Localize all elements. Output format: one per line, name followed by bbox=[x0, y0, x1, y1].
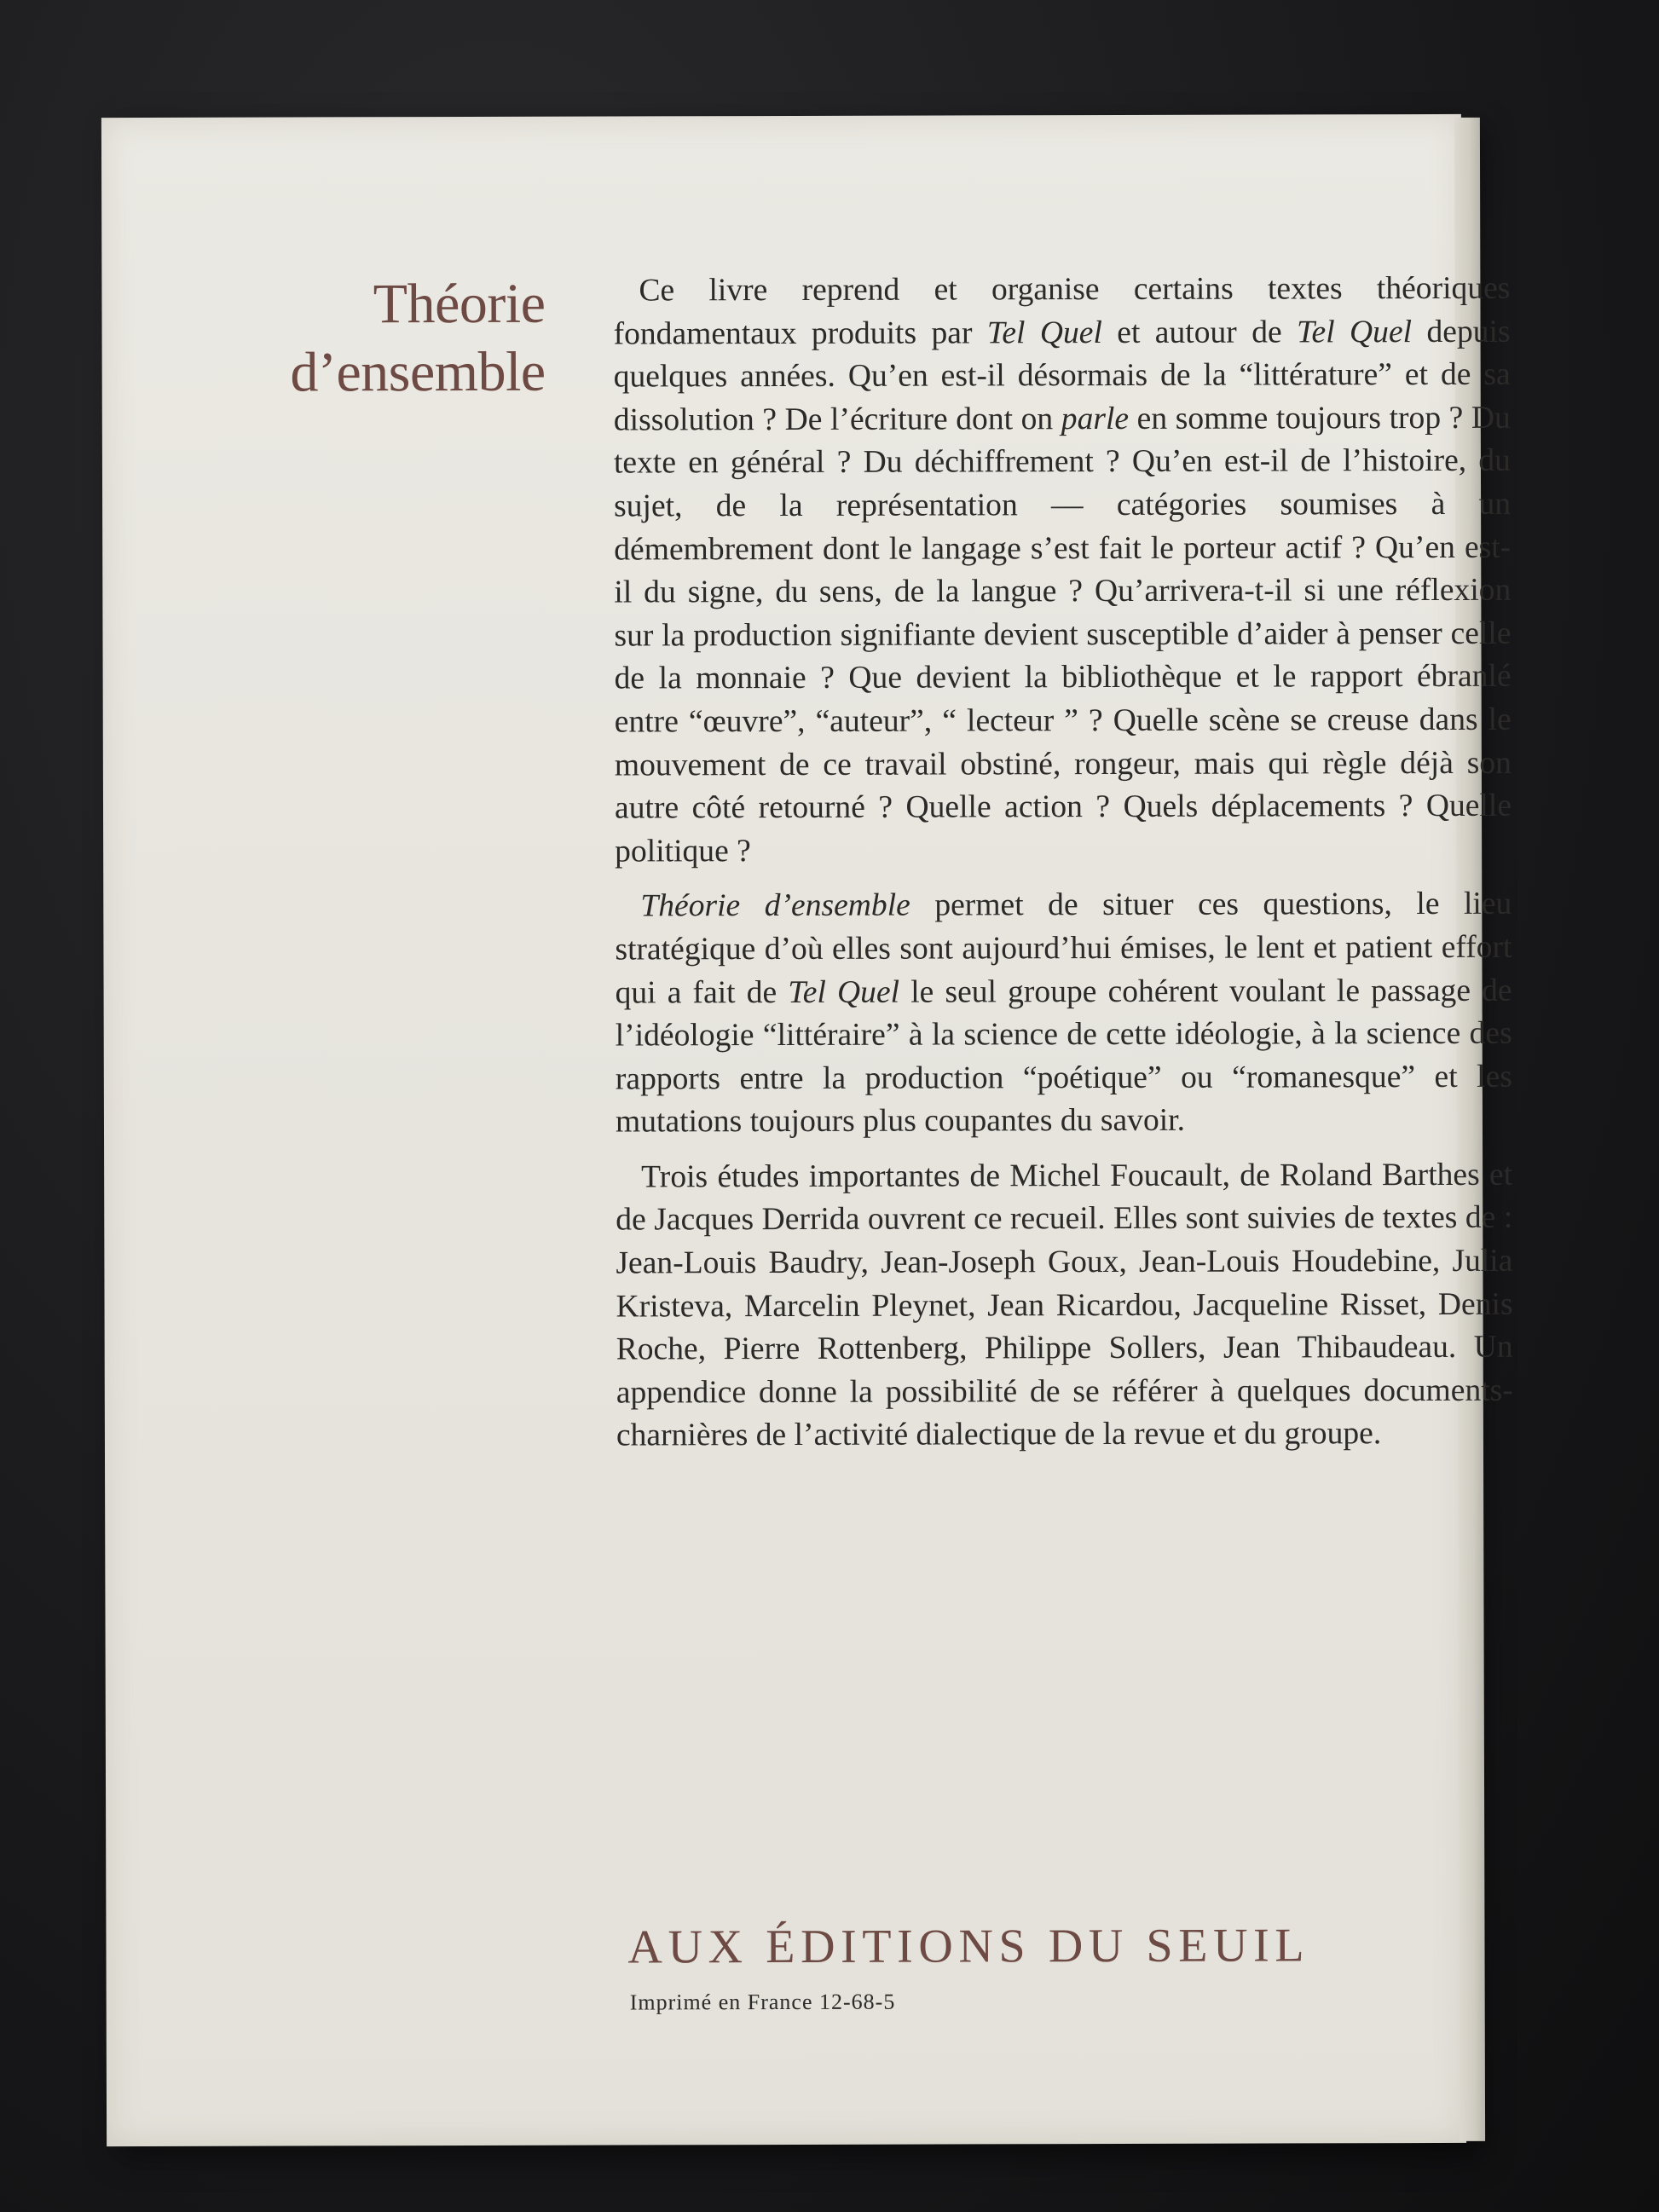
text-segment: et autour de bbox=[1101, 315, 1298, 350]
book-title bbox=[229, 270, 545, 407]
book-back-cover bbox=[101, 114, 1513, 2146]
text-segment-italic: Théorie d’ensemble bbox=[640, 887, 910, 924]
text-segment: Ce livre reprend et organise certains textes théoriques fondamentaux produits par bbox=[613, 270, 1511, 352]
book-title-line-1: Théorie bbox=[373, 272, 546, 336]
blurb-paragraph-3 bbox=[616, 1154, 1513, 1458]
text-segment-italic: Tel Quel bbox=[788, 974, 900, 1010]
text-segment: le seul groupe cohérent voulant le passage de l’idéologie “littéraire” à la science de cette idéologie, à la science des rapports entre la production “poétique” ou “romanesque” et les mutations toujours plus coupantes du savoir. bbox=[615, 973, 1512, 1140]
book-title-line-2: d’ensemble bbox=[290, 340, 546, 404]
blurb-paragraph-1 bbox=[613, 268, 1512, 874]
text-segment: en somme toujours trop ? Du texte en général ? Du déchiffrement ? Qu’en est-il de l’histoire, du sujet, de la représentation — catégories soumises à un démembrement dont le langage s’est fait le porteur actif ? Qu’en est-il du signe, du sens, de la langue ? Qu’arrivera-t-il si une réflexion sur la production signifiante devient susceptible d’aider à penser celle de la monnaie ? Que devient la bibliothèque et le rapport ébranlé entre “œuvre”, “auteur”, “ lecteur ” ? Quelle scène se creuse dans le mouvement de ce travail obstiné, rongeur, mais qui règle déjà son autre côté retourné ? Quelle action ? Quels déplacements ? Quelle politique ? bbox=[613, 400, 1512, 869]
publisher-name: AUX ÉDITIONS DU SEUIL bbox=[627, 1919, 1310, 1974]
blurb-text bbox=[613, 268, 1513, 1458]
text-segment: Trois études importantes de Michel Foucault, de Roland Barthes et de Jacques Derrida ouvrent ce recueil. Elles sont suivies de textes de : Jean-Louis Baudry, Jean-Joseph Goux, Jean-Louis Houdebine, Julia Kristeva, Marcelin Pleynet, Jean Ricardou, Jacqueline Risset, Denis Roche, Pierre Rottenberg, Philippe Sollers, Jean Thibaudeau. Un appendice donne la possibilité de se référer à quelques documents-charnières de l’activité dialectique de la revue et du groupe. bbox=[616, 1157, 1513, 1453]
text-segment-italic: Tel Quel bbox=[1296, 314, 1413, 350]
text-segment-italic: Tel Quel bbox=[986, 315, 1102, 350]
text-segment-italic: parle bbox=[1061, 401, 1130, 436]
print-info: Imprimé en France 12-68-5 bbox=[629, 1989, 896, 2015]
text-segment: depuis quelques années. Qu’en est-il désormais de la “littérature” et de sa dissolution ? De l’écriture dont on bbox=[613, 314, 1511, 438]
text-segment: permet de situer ces questions, le lieu stratégique d’où elles sont aujourd’hui émises, le lent et patient effort qui a fait de bbox=[615, 887, 1512, 1011]
blurb-paragraph-2 bbox=[615, 883, 1512, 1144]
